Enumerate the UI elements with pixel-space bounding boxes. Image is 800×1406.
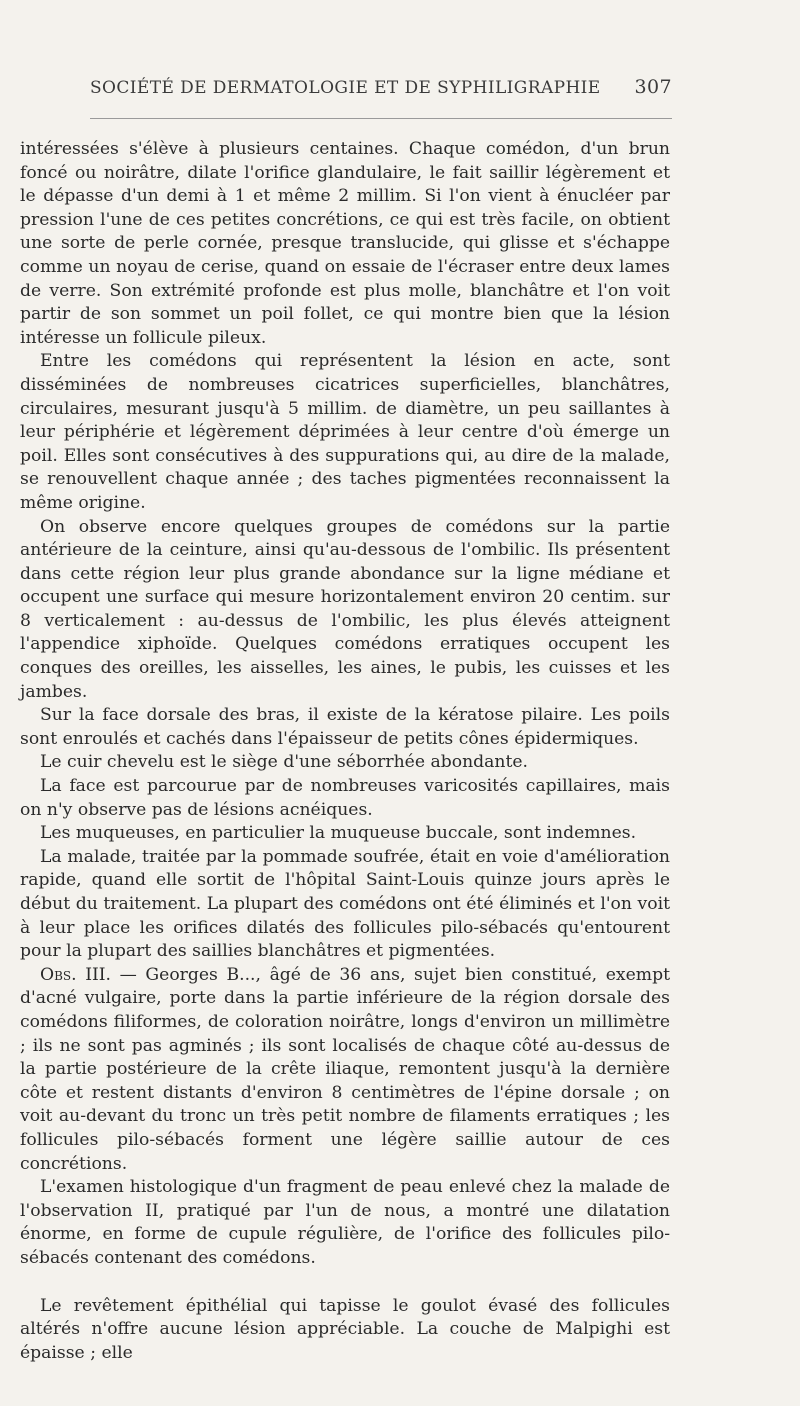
paragraph-4: Sur la face dorsale des bras, il existe de la kératose pilaire. Les poils sont enroulés et cachés dans l'épaisseur de petits cônes épidermiques. <box>20 705 670 749</box>
paragraph-3: On observe encore quelques groupes de comédons sur la partie antérieure de la ceinture, ainsi qu'au-dessous de l'ombilic. Ils présentent dans cette région leur plus grande abondance sur la ligne médiane et occupent une surface qui mesure horizontalement environ 20 centim. sur 8 verticalement : au-dessus de l'ombilic, les plus élevés atteignent l'appendice xiphoïde. Quelques comédons erratiques occupent les conques des oreilles, les aisselles, les aines, le pubis, les cuisses et les jambes. <box>20 516 670 702</box>
paragraph-6: La face est parcourue par de nombreuses varicosités capillaires, mais on n'y observe pas de lésions acnéiques. <box>20 776 670 820</box>
observation-label: Obs. III. <box>40 964 112 985</box>
paragraph-8: La malade, traitée par la pommade soufrée, était en voie d'amélioration rapide, quand elle sortit de l'hôpital Saint-Louis quinze jours après le début du traitement. La plupart des comédons ont été éliminés et l'on voit à leur place les orifices dilatés des follicules pilo-sébacés qu'entourent pour la plupart des saillies blanchâtres et pigmentées. <box>20 846 670 962</box>
observation-intro: — Georges B..., âgé de 36 ans, sujet bien constitué, exempt <box>111 964 670 985</box>
paragraph-2: Entre les comédons qui représentent la lésion en acte, sont disséminées de nombreuses cicatrices superficielles, blanchâtres, circulaires, mesurant jusqu'à 5 millim. de diamètre, un peu saillantes à leur périphérie et légèrement déprimées à leur centre d'où émerge un poil. Elles sont consécutives à des suppurations qui, au dire de la malade, se renouvellent chaque année ; des taches pigmentées reconnaissent la même origine. <box>20 351 670 513</box>
running-head-title: SOCIÉTÉ DE DERMATOLOGIE ET DE SYPHILIGRAPHIE <box>90 78 601 98</box>
paragraph-histology: L'examen histologique d'un fragment de peau enlevé chez la malade de l'observation II, pratiqué par l'un de nous, a montré une dilatation énorme, en forme de cupule régulière, de l'orifice des follicules pilo-sébacés contenant des comédons. <box>20 1177 670 1268</box>
paragraph-1: intéressées s'élève à plusieurs centaines. Chaque comédon, d'un brun foncé ou noirâtre, dilate l'orifice glandulaire, le fait saillir légèrement et le dépasse d'un demi à 1 et même 2 millim. Si l'on vient à énucléer par pression l'une de ces petites concrétions, ce qui est très facile, on obtient une sorte de perle cornée, presque translucide, qui glisse et s'échappe comme un noyau de cerise, quand on essaie de l'écraser entre deux lames de verre. Son extrémité profonde est plus molle, blanchâtre et l'on voit partir de son sommet un poil follet, ce qui montre bien que la lésion intéresse un follicule pileux. <box>20 139 670 348</box>
header-rule <box>90 118 672 119</box>
running-head <box>90 78 672 102</box>
observation-body: d'acné vulgaire, porte dans la partie inférieure de la région dorsale des comédons filiformes, de coloration noirâtre, longs d'environ un millimètre ; ils ne sont pas agminés ; ils sont localisés de chaque côté au-dessus de la partie postérieure de la crête iliaque, remontent jusqu'à la dernière côte et restent distants d'environ 8 centimètres de l'épine dorsale ; on voit au-devant du tronc un très petit nombre de filaments erratiques ; les follicules pilo-sébacés forment une légère saillie autour de ces concrétions. <box>20 988 670 1174</box>
page-number: 307 <box>634 76 672 98</box>
paragraph-epithelium: Le revêtement épithélial qui tapisse le goulot évasé des follicules altérés n'offre aucune lésion appréciable. La couche de Malpighi est épaisse ; elle <box>20 1295 670 1363</box>
paragraph-5: Le cuir chevelu est le siège d'une séborrhée abondante. <box>40 752 528 773</box>
body-text <box>20 138 670 1365</box>
paragraph-7: Les muqueuses, en particulier la muqueuse buccale, sont indemnes. <box>40 823 637 844</box>
observation-3-paragraph <box>20 964 670 1176</box>
